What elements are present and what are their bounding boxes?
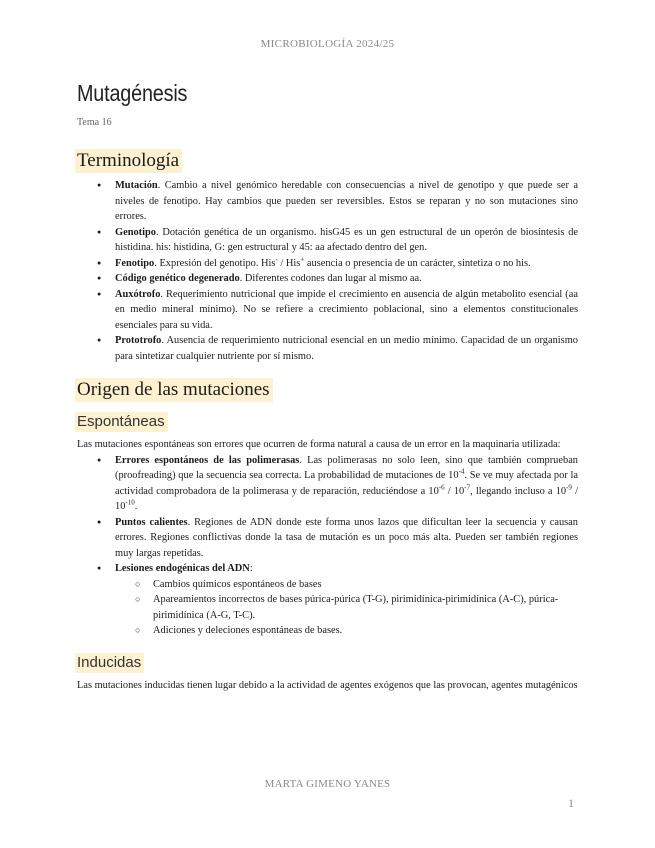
espontaneas-intro: Las mutaciones espontáneas son errores que ocurren de forma natural a causa de un error en la maquinaria utilizada: (77, 439, 561, 450)
term-label: Fenotipo (115, 257, 155, 269)
heading-origen: Origen de las mutaciones (75, 378, 273, 402)
heading-espontaneas: Espontáneas (75, 412, 168, 432)
document-body (77, 145, 578, 693)
term-text: : (249, 563, 253, 574)
term-text: . Dotación genética de un organismo. hisG45 es un gen estructural de un operón de biosíntesis de histidina. his: histidina, G: gen estructural y 45: aa afectado dentro del gen. (115, 226, 578, 253)
term-text: . Se ve muy afectada por la actividad comprobadora de la polimerasa y de reparación, reduciéndose a 10 (115, 470, 578, 497)
term-label: Código genético degenerado (115, 273, 240, 284)
document-subtitle: Tema 16 (77, 117, 112, 128)
term-label: Lesiones endogénicas del ADN (115, 563, 250, 574)
term-text: . Requerimiento nutricional que impide el crecimiento en ausencia de algún metabolito esencial (aa en medio mineral mínimo). No se refiere a crecimiento poblacional, sino a elementos constitucionales esenciales para su vida. (115, 288, 578, 331)
term-text: / 10 (115, 485, 578, 512)
list-item (115, 287, 578, 334)
term-text: . Expresión del genotipo. His (154, 257, 276, 269)
list-item (115, 515, 578, 562)
superscript: + (300, 255, 305, 264)
list-item (115, 561, 578, 639)
superscript: -9 (566, 483, 572, 492)
superscript: -10 (125, 498, 135, 507)
term-label: Genotipo (115, 226, 156, 238)
sub-list-item: ○ Apareamientos incorrectos de bases púrica-púrica (T-G), pirimidínica-pirimidínica (A-C), púrica-pirimidínica (A-G, T-C). (153, 592, 578, 623)
term-text: . (134, 501, 138, 512)
term-text: . Ausencia de requerimiento nutricional esencial en un medio mínimo. Capacidad de un organismo para sintetizar cualquier nutriente por sí mismo. (115, 335, 578, 362)
terminology-list (77, 178, 578, 364)
sub-list-item: ○ Cambios químicos espontáneos de bases (153, 577, 578, 593)
term-text: . Regiones de ADN donde este forma unos lazos que dificultan leer la secuencia y causan errores. Regiones conflictivas donde la tasa de mutación es un poco más alta. Pueden ser también regiones muy largas repetidas. (115, 516, 578, 559)
term-label: Auxótrofo (115, 288, 161, 300)
term-text: . Cambio a nivel genómico heredable con consecuencias a nivel de genotipo y que puede ser a niveles de fenotipo. Hay cambios que pueden ser reversibles. Estos se reparan y no son mutaciones sino errores. (115, 180, 578, 222)
superscript: -6 (438, 483, 445, 492)
sub-list (115, 577, 578, 639)
sub-list-item: ○ Adiciones y deleciones espontáneas de bases. (153, 623, 578, 639)
term-text: . Diferentes codones dan lugar al mismo aa. (239, 273, 422, 284)
heading-inducidas: Inducidas (75, 653, 144, 673)
page-number: 1 (568, 796, 574, 810)
inducidas-text: Las mutaciones inducidas tienen lugar debido a la actividad de agentes exógenos que las provocan, agentes mutagénicos (77, 679, 578, 691)
superscript: - (275, 255, 278, 264)
espontaneas-list (77, 453, 578, 639)
term-label: Mutación (115, 180, 158, 191)
term-text: / His (277, 257, 301, 269)
list-item (115, 225, 578, 256)
list-item (115, 256, 578, 272)
list-item (115, 453, 578, 515)
heading-terminologia: Terminología (75, 149, 182, 173)
term-text: . Las polimerasas no solo leen, sino que también comprueban (proofreading) que la secuencia sea correcta. La probabilidad de mutaciones de 10 (115, 454, 578, 481)
term-text: / 10 (444, 485, 465, 497)
superscript: -4 (458, 467, 465, 476)
term-label: Errores espontáneos de las polimerasas (115, 454, 300, 466)
list-item (115, 178, 578, 225)
page-footer-author: MARTA GIMENO YANES (264, 778, 391, 790)
term-label: Prototrofo (115, 335, 162, 346)
list-item (115, 333, 578, 364)
term-text: ausencia o presencia de un carácter, sintetiza o no his. (304, 257, 531, 269)
page-header: MICROBIOLOGÍA 2024/25 (260, 38, 395, 50)
term-text: , llegando incluso a 10 (470, 485, 567, 497)
superscript: -7 (464, 483, 471, 492)
term-label: Puntos calientes (115, 516, 188, 528)
document-title: Mutagénesis (77, 80, 188, 106)
list-item (115, 271, 578, 287)
